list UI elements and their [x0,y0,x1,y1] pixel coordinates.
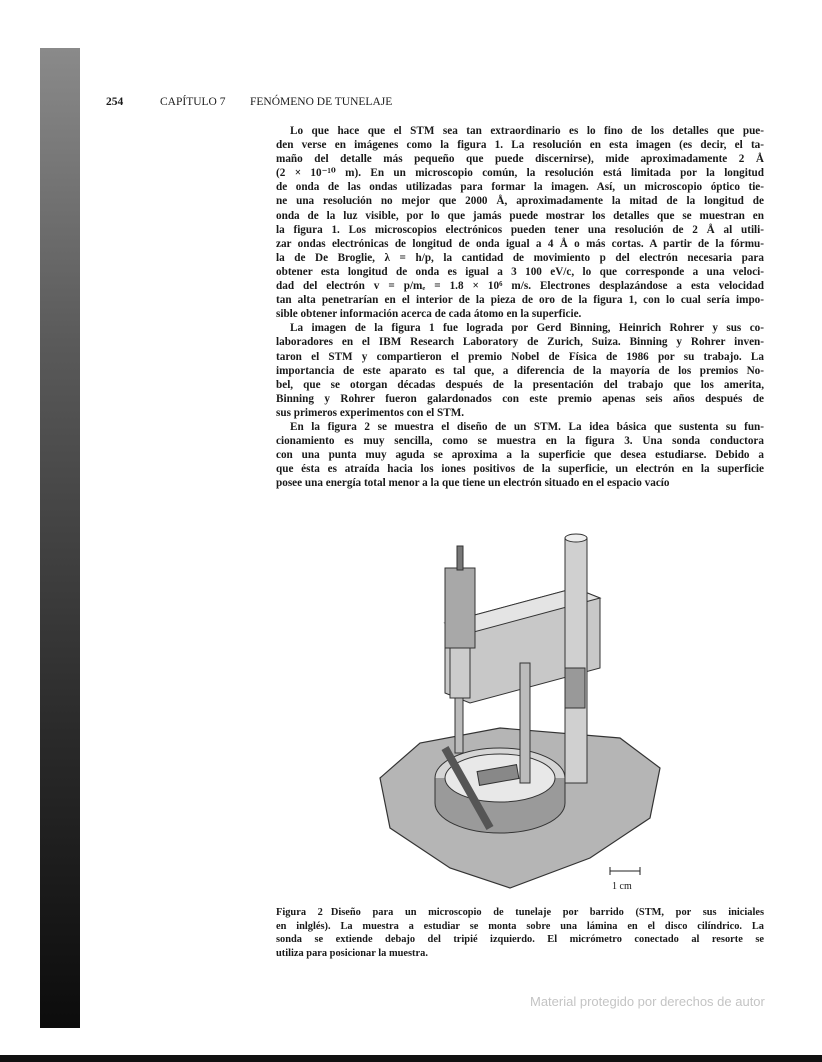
stm-figure [360,528,690,898]
scale-label: 1 cm [612,881,632,892]
text-line: importancia de este aparato es tal que, a diferencia de la mayoría de los premios No- [276,364,764,377]
text-line: bel, que se otorgan décadas después de la presentación del trabajo que los amerita, [276,378,764,391]
text-line: onda de la luz visible, por lo que jamás puede mostrar los detalles que se muestran en [276,209,764,222]
caption-text: Diseño para un microscopio de tunelaje por barrido (STM, por sus iniciales [330,907,764,918]
micrometer [445,546,475,698]
text-line: que ésta es atraída hacia los iones positivos de la superficie, un electrón en la superficie [276,463,764,476]
text-line: La imagen de la figura 1 fue lograda por Gerd Binning, Heinrich Rohrer y sus co- [290,322,764,335]
caption-line: utiliza para posicionar la muestra. [276,947,428,959]
text-line: den verse en imágenes como la figura 1. La resolución en esta imagen (es decir, el ta- [276,139,764,152]
text-line: taron el STM y compartieron el premio Nobel de Física de 1986 por su trabajo. La [276,350,764,363]
scale-bar [610,867,640,875]
text-line: maño del detalle más pequeño que puede discernirse), mide aproximadamente 2 Å [276,153,764,166]
text-line: Binning y Rohrer fueron galardonados con este premio apenas seis años después de [276,392,764,405]
text-line: obtener esta longitud de onda es igual a 3 100 eV/c, lo que corresponde a una veloci- [276,265,764,278]
text-line: ne una resolución no mejor que 2000 Å, aproximadamente la mitad de la longitud de [276,195,764,208]
text-line: dad del electrón v = p/mₑ = 1.8 × 10⁶ m/s. Electrones desplazándose a esta velocidad [276,280,764,293]
text-line: la de De Broglie, λ = h/p, la cantidad de movimiento p del electrón necesaria para [276,251,764,264]
body-text [276,124,764,490]
chapter-label: CAPÍTULO 7 [160,96,226,108]
text-line: tan alta penetrarían en el interior de la pieza de oro de la figura 1, con lo cual sería impo- [276,294,764,307]
text-line: posee una energía total menor a la que tiene un electrón situado en el espacio vacío [276,477,670,490]
text-line: sus primeros experimentos con el STM. [276,406,465,419]
figure-caption [276,906,764,960]
chapter-title: FENÓMENO DE TUNELAJE [250,96,393,108]
figure-label: Figura 2 [276,907,323,918]
caption-line: sonda se extiende debajo del tripié izquierdo. El micrómetro conectado al resorte se [276,934,764,946]
text-line: de onda de las ondas utilizadas para formar la imagen. Así, un microscopio óptico tie- [276,181,764,194]
text-line: Lo que hace que el STM sea tan extraordinario es lo fino de los detalles que pue- [290,125,764,137]
scan-spine-shadow [40,48,80,1028]
text-line: sible obtener información acerca de cada átomo en la superficie. [276,308,582,321]
copyright-watermark: Material protegido por derechos de autor [530,994,765,1009]
bottom-border [0,1055,822,1062]
caption-line: en inlglés). La muestra a estudiar se monta sobre una lámina en el disco cilíndrico. La [276,920,764,932]
text-line: cionamiento es muy sencilla, como se muestra en la figura 3. Una sonda conductora [276,435,764,448]
page-number: 254 [106,96,124,108]
text-line: la figura 1. Los microscopios electrónicos pueden tener una resolución de 2 Å al utili- [276,223,764,236]
text-line: laboradores en el IBM Research Laboratory de Zurich, Suiza. Binning y Rohrer inven- [276,336,764,349]
text-line: En la figura 2 se muestra el diseño de un STM. La idea básica que sustenta su fun- [290,420,764,433]
text-line: con una punta muy aguda se aproxima a la superficie que desea estudiarse. Debido a [276,449,764,462]
text-line: zar ondas electrónicas de longitud de onda igual a 4 Å o más cortas. A partir de la fórmu- [276,237,764,250]
text-line: (2 × 10⁻¹⁰ m). En un microscopio común, la resolución está limitada por la longitud [276,167,764,180]
caption-line [276,906,764,920]
